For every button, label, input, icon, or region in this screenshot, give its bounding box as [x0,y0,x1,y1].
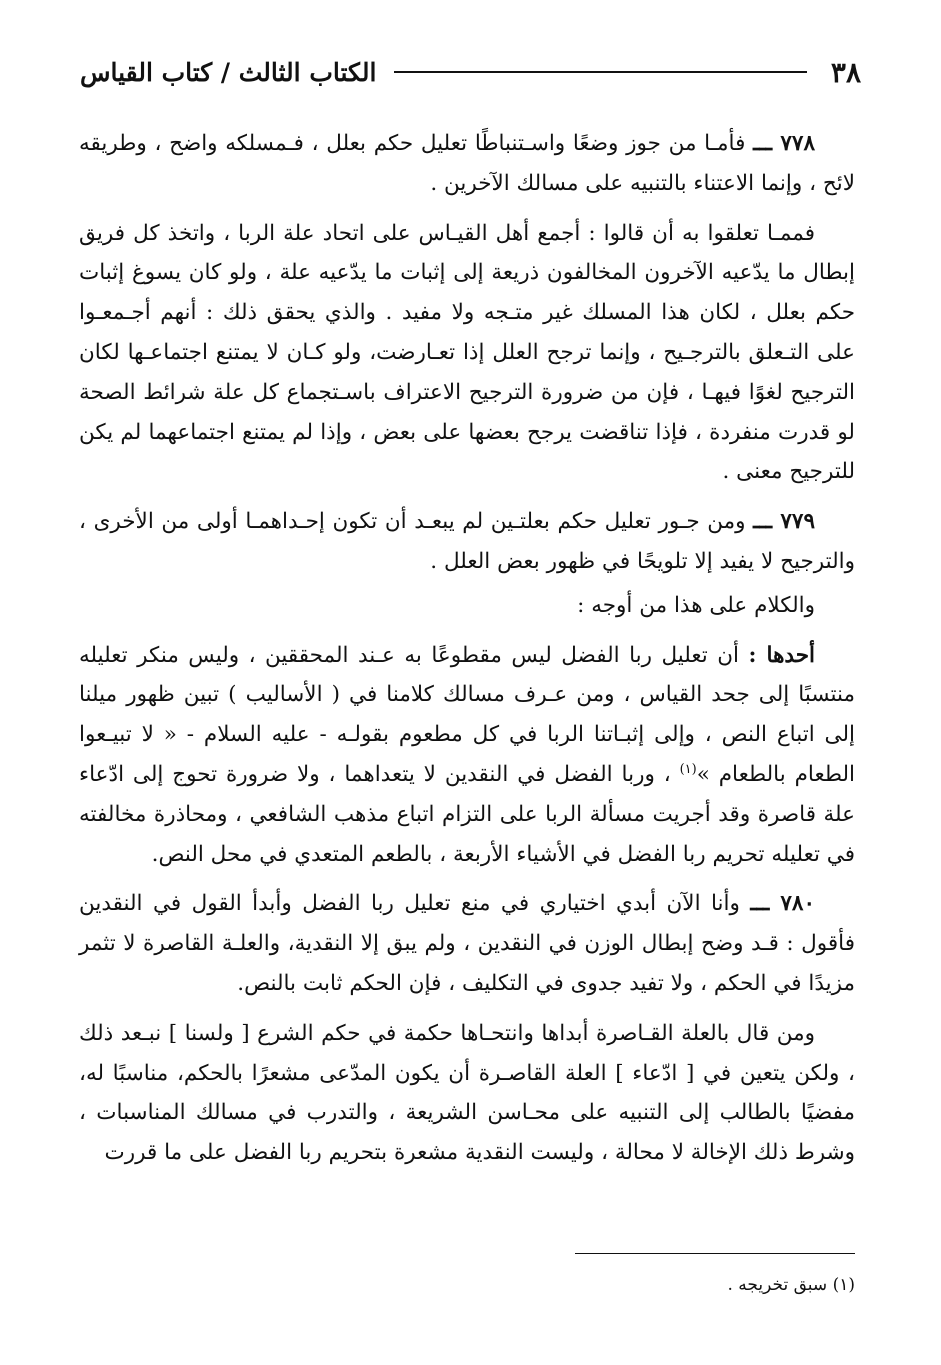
header-rule [394,71,807,73]
paragraph-780 [79,884,855,1003]
paragraph-first-aspect [79,636,855,875]
paragraph-number: ٧٧٩ ـــ [753,509,815,535]
paragraph-778 [79,124,855,204]
paragraph-text: وأنا الآن أبدي اختياري في منع تعليل ربا الفضل وأبدأ القول في النقدين فأقول : قـد وضح إبطال الوزن في النقدين ، ولم يبق إلا النقدية، والعلـة القاصرة لا تثمر مزيدًا في الحكم ، ولا تفيد جدوى في التكليف ، فإن الحكم ثابت بالنص. [79,891,855,996]
paragraph-text: أن تعليل ربا الفضل ليس مقطوعًا به عـند المحققين ، وليس منكر تعليله منتسبًا إلى جحد القياس ، ومن عـرف مسالك كلامنا في ( الأساليب ) تبين ظهور ميلنا إلى اتباع النص ، وإلى إثبـاتنا الربا في كل مطعوم بقولـه - عليه السلام - « لا تبيـعوا الطعام بالطعام » [79,642,855,787]
page-body [79,124,855,1173]
paragraph-aspects-intro [79,586,855,626]
paragraph-779 [79,502,855,582]
paragraph-text: ومن قال بالعلة القـاصرة أبداها وانتحـاها حكمة في حكم الشرع [ ولسنا ] نبـعد ذلك ، ولكن يتعين في [ ادّعاء ] العلة القاصـرة أن يكون المدّعى مشعرًا بالحكم، مناسبًا له، مفضيًا بالطالب إلى التنبيه على محـاسن الشريعة ، والتدرب في مسالك المناسبات ، وشرط ذلك الإخالة لا محالة ، وليست النقدية مشعرة بتحريم ربا الفضل على ما قررت [79,1020,855,1166]
page-header [80,52,861,92]
footnote-marker: (١) [832,1275,855,1295]
paragraph-number: ٧٨٠ ـــ [750,891,815,917]
footnote-reference[interactable]: (١) [679,761,697,777]
paragraph-text: ومن جـور تعليل حكم بعلتـين لم يبعـد أن تكون إحـداهمـا أولى من الأخرى ، والترجيح لا يفيد إلا تلويحًا في ظهور بعض العلل . [79,509,855,574]
paragraph-text: والكلام على هذا من أوجه : [577,592,815,618]
aspect-lead: أحدها : [748,642,815,668]
paragraph-qasira [79,1014,855,1173]
running-title: الكتاب الثالث / كتاب القياس [80,57,377,87]
footnote-1 [355,1272,855,1298]
paragraph-text: فأمـا من جوز وضعًا واسـتنباطًا تعليل حكم بعلل ، فـمسلكه واضح ، وطريقه لائح ، وإنما الاعتناء بالتنبيه على مسالك الآخرين . [79,131,855,196]
footnote-text: سبق تخريجه . [727,1275,828,1295]
paragraph-argument [79,214,855,493]
page-number: ٣٨ [830,55,861,89]
footnote-separator [575,1253,855,1254]
paragraph-text-continued: ، وربا الفضل في النقدين لا يتعداهما ، ولا ضرورة تحوج إلى ادّعاء علة قاصرة وقد أجريت مسألة الربا على التزام اتباع مذهب الشافعي ، ومحاذرة مخالفته في تعليله تحريم ربا الفضل في الأشياء الأربعة ، بالطعم المتعدي في محل النص. [79,761,855,867]
paragraph-number: ٧٧٨ ـــ [753,131,815,156]
paragraph-text: فممـا تعلقوا به أن قالوا : أجمع أهل القيـاس على اتحاد علة الربا ، واتخذ كل فريق إبطال ما يدّعيه الآخرون المخالفون ذريعة إلى إثبات ما يدّعيه علة ، ولو كان يسوغ إثبات حكم بعلل ، لكان هذا المسلك غير متـجه ولا مفيد . والذي يحقق ذلك : أنهم أجـمعـوا على التـعلق بالترجـيح ، وإنما ترجح العلل إذا تعـارضت، ولو كـان لا يمتنع اجتماعـها لكان الترجيح لغوًا فيهـا ، فإن من ضرورة الترجيح الاعتراف باسـتجماع كل علة شرائط الصحة لو قدرت منفردة ، فإذا تناقضت يرجح بعضها على بعض ، وإذا لم يمتنع اجتماعهما لم يكن للترجيح معنى . [79,220,855,485]
